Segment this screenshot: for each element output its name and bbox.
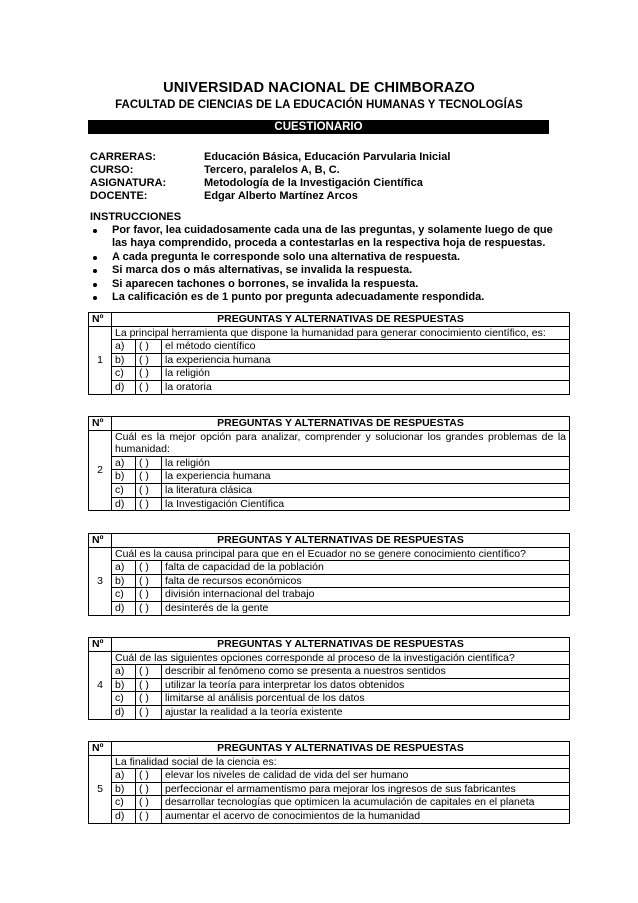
option-row <box>89 809 570 823</box>
questions-header: PREGUNTAS Y ALTERNATIVAS DE RESPUESTAS <box>112 742 570 756</box>
option-text: elevar los niveles de calidad de vida del ser humano <box>162 769 570 783</box>
option-text: desinterés de la gente <box>162 601 570 615</box>
option-row <box>89 665 570 679</box>
instruction-item <box>90 251 570 264</box>
instructions-list <box>90 224 570 304</box>
answer-box[interactable]: ( ) <box>136 483 162 497</box>
option-text: la experiencia humana <box>162 470 570 484</box>
info-row-careers <box>90 151 450 164</box>
instruction-text: Por favor, lea cuidadosamente cada una de las preguntas, y solamente luego de que las haya comprendido, proceda a contestarlas en la respectiva hoja de respuestas. <box>112 224 553 250</box>
question-stem: La finalidad social de la ciencia es: <box>112 755 570 769</box>
option-letter: b) <box>112 574 136 588</box>
option-letter: b) <box>112 353 136 367</box>
answer-box[interactable]: ( ) <box>136 796 162 810</box>
option-letter: a) <box>112 340 136 354</box>
option-row <box>89 561 570 575</box>
option-letter: c) <box>112 483 136 497</box>
option-text: utilizar la teoría para interpretar los datos obtenidos <box>162 678 570 692</box>
answer-box[interactable]: ( ) <box>136 470 162 484</box>
option-letter: d) <box>112 705 136 719</box>
option-text: el método científico <box>162 340 570 354</box>
info-key: ASIGNATURA: <box>90 177 167 189</box>
instruction-text: La calificación es de 1 punto por pregunta adecuadamente respondida. <box>112 291 485 304</box>
questions-header: PREGUNTAS Y ALTERNATIVAS DE RESPUESTAS <box>112 638 570 652</box>
question-number: 3 <box>89 547 112 615</box>
option-text: falta de recursos económicos <box>162 574 570 588</box>
option-row <box>89 367 570 381</box>
option-letter: c) <box>112 796 136 810</box>
question-number: 2 <box>89 430 112 511</box>
option-letter: c) <box>112 588 136 602</box>
questions-header: PREGUNTAS Y ALTERNATIVAS DE RESPUESTAS <box>112 313 570 327</box>
instruction-item <box>90 224 570 251</box>
option-text: la Investigación Científica <box>162 497 570 511</box>
info-row-teacher <box>90 190 450 203</box>
question-table-3 <box>88 533 570 616</box>
option-row <box>89 796 570 810</box>
option-letter: d) <box>112 380 136 394</box>
option-text: la oratoria <box>162 380 570 394</box>
option-row <box>89 497 570 511</box>
option-row <box>89 601 570 615</box>
question-table-1 <box>88 312 570 395</box>
option-letter: b) <box>112 782 136 796</box>
option-text: perfeccionar el armamentismo para mejorar los ingresos de sus fabricantes <box>162 782 570 796</box>
question-table-5 <box>88 741 570 824</box>
option-text: la experiencia humana <box>162 353 570 367</box>
answer-box[interactable]: ( ) <box>136 353 162 367</box>
answer-box[interactable]: ( ) <box>136 588 162 602</box>
option-row <box>89 692 570 706</box>
option-letter: c) <box>112 367 136 381</box>
option-row <box>89 705 570 719</box>
info-row-course <box>90 164 450 177</box>
info-value: Metodología de la Investigación Científica <box>204 177 423 189</box>
option-text: aumentar el acervo de conocimientos de la humanidad <box>162 809 570 823</box>
option-text: división internacional del trabajo <box>162 588 570 602</box>
bullet-icon <box>93 296 97 300</box>
question-table-4 <box>88 637 570 720</box>
info-row-subject <box>90 177 450 190</box>
question-number: 1 <box>89 326 112 394</box>
option-text: falta de capacidad de la población <box>162 561 570 575</box>
option-text: la religión <box>162 367 570 381</box>
num-header: Nº <box>89 638 112 652</box>
answer-box[interactable]: ( ) <box>136 769 162 783</box>
option-letter: d) <box>112 809 136 823</box>
question-table-2 <box>88 416 570 511</box>
option-letter: a) <box>112 561 136 575</box>
instructions <box>90 211 570 304</box>
question-number: 5 <box>89 755 112 823</box>
option-text: limitarse al análisis porcentual de los datos <box>162 692 570 706</box>
option-row <box>89 456 570 470</box>
option-letter: a) <box>112 769 136 783</box>
course-info <box>90 151 450 203</box>
option-row <box>89 678 570 692</box>
bullet-icon <box>93 229 97 233</box>
faculty-title: FACULTAD DE CIENCIAS DE LA EDUCACIÓN HUMANAS Y TECNOLOGÍAS <box>115 99 523 111</box>
answer-box[interactable]: ( ) <box>136 380 162 394</box>
answer-box[interactable]: ( ) <box>136 782 162 796</box>
num-header: Nº <box>89 534 112 548</box>
option-text: la literatura clásica <box>162 483 570 497</box>
option-row <box>89 769 570 783</box>
answer-box[interactable]: ( ) <box>136 692 162 706</box>
question-number: 4 <box>89 651 112 719</box>
question-stem: Cuál de las siguientes opciones corresponde al proceso de la investigación científica? <box>112 651 570 665</box>
answer-box[interactable]: ( ) <box>136 809 162 823</box>
bullet-icon <box>93 256 97 260</box>
option-text: ajustar la realidad a la teoría existente <box>162 705 570 719</box>
option-letter: a) <box>112 456 136 470</box>
option-letter: d) <box>112 601 136 615</box>
option-row <box>89 782 570 796</box>
instructions-title: INSTRUCCIONES <box>90 211 182 223</box>
question-stem: La principal herramienta que dispone la humanidad para generar conocimiento científico, es: <box>112 326 570 340</box>
answer-box[interactable]: ( ) <box>136 601 162 615</box>
question-stem: Cuál es la mejor opción para analizar, comprender y solucionar los grandes problemas de la humanidad: <box>112 430 570 456</box>
info-key: DOCENTE: <box>90 190 148 202</box>
university-title: UNIVERSIDAD NACIONAL DE CHIMBORAZO <box>163 80 475 96</box>
info-key: CARRERAS: <box>90 151 156 163</box>
option-row <box>89 470 570 484</box>
instruction-text: Si marca dos o más alternativas, se invalida la respuesta. <box>112 264 413 277</box>
instruction-text: A cada pregunta le corresponde solo una alternativa de respuesta. <box>112 250 461 263</box>
instruction-item <box>90 291 570 304</box>
instruction-item <box>90 264 570 277</box>
answer-box[interactable]: ( ) <box>136 665 162 679</box>
bullet-icon <box>93 283 97 287</box>
section-banner: CUESTIONARIO <box>88 120 549 134</box>
option-letter: b) <box>112 678 136 692</box>
option-text: la religión <box>162 456 570 470</box>
option-row <box>89 353 570 367</box>
answer-box[interactable]: ( ) <box>136 561 162 575</box>
answer-box[interactable]: ( ) <box>136 340 162 354</box>
num-header: Nº <box>89 417 112 431</box>
info-value: Educación Básica, Educación Parvularia Inicial <box>204 151 451 163</box>
questions-header: PREGUNTAS Y ALTERNATIVAS DE RESPUESTAS <box>112 417 570 431</box>
bullet-icon <box>93 269 97 273</box>
answer-box[interactable]: ( ) <box>136 456 162 470</box>
option-letter: a) <box>112 665 136 679</box>
info-value: Edgar Alberto Martínez Arcos <box>204 190 358 202</box>
answer-box[interactable]: ( ) <box>136 367 162 381</box>
question-stem: Cuál es la causa principal para que en el Ecuador no se genere conocimiento científico? <box>112 547 570 561</box>
questions-header: PREGUNTAS Y ALTERNATIVAS DE RESPUESTAS <box>112 534 570 548</box>
option-row <box>89 380 570 394</box>
option-letter: b) <box>112 470 136 484</box>
option-text: desarrollar tecnologías que optimicen la acumulación de capitales en el planeta <box>162 796 570 810</box>
option-letter: c) <box>112 692 136 706</box>
instruction-item <box>90 278 570 291</box>
num-header: Nº <box>89 742 112 756</box>
info-key: CURSO: <box>90 164 134 176</box>
option-text: describir al fenómeno como se presenta a nuestros sentidos <box>162 665 570 679</box>
option-letter: d) <box>112 497 136 511</box>
option-row <box>89 483 570 497</box>
answer-box[interactable]: ( ) <box>136 678 162 692</box>
option-row <box>89 574 570 588</box>
answer-box[interactable]: ( ) <box>136 705 162 719</box>
answer-box[interactable]: ( ) <box>136 574 162 588</box>
instruction-text: Si aparecen tachones o borrones, se invalida la respuesta. <box>112 277 419 290</box>
option-row <box>89 340 570 354</box>
num-header: Nº <box>89 313 112 327</box>
answer-box[interactable]: ( ) <box>136 497 162 511</box>
option-row <box>89 588 570 602</box>
info-value: Tercero, paralelos A, B, C. <box>204 164 340 176</box>
